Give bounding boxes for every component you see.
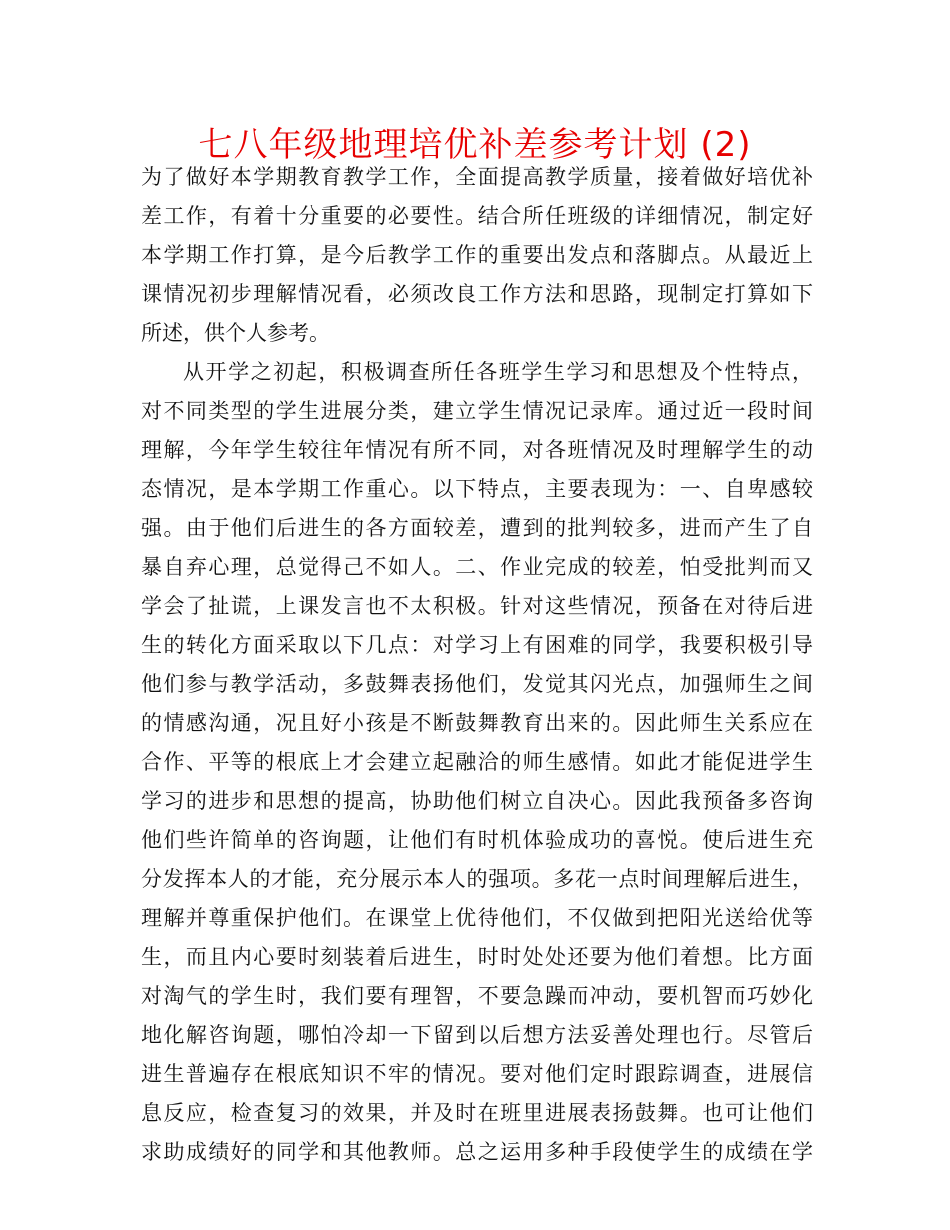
text-line: 生，而且内心要时刻装着后进生，时时处处还要为他们着想。比方面 (141, 945, 813, 969)
text-line: 息反应，检查复习的效果，并及时在班里进展表扬鼓舞。也可让他们 (141, 1101, 813, 1125)
text-line: 本学期工作打算，是今后教学工作的重要出发点和落脚点。从最近上 (141, 243, 813, 267)
text-line: 对淘气的学生时，我们要有理智，不要急躁而冲动，要机智而巧妙化 (141, 984, 813, 1008)
paragraph-2 (141, 353, 813, 1172)
text-line: 他们些许简单的咨询题，让他们有时机体验成功的喜悦。使后进生充 (141, 828, 813, 852)
text-line: 课情况初步理解情况看，必须改良工作方法和思路，现制定打算如下 (141, 282, 813, 306)
document-title: 七八年级地理培优补差参考计划 (2) (198, 125, 752, 165)
text-line: 学会了扯谎，上课发言也不太积极。针对这些情况，预备在对待后进 (141, 594, 813, 618)
text-line: 从开学之初起，积极调查所任各班学生学习和思想及个性特点， (183, 360, 813, 384)
text-line: 进生普遍存在根底知识不牢的情况。要对他们定时跟踪调查，进展信 (141, 1062, 813, 1086)
text-line: 理解并尊重保护他们。在课堂上优待他们，不仅做到把阳光送给优等 (141, 906, 813, 930)
text-line: 强。由于他们后进生的各方面较差，遭到的批判较多，进而产生了自 (141, 516, 813, 540)
text-line: 所述，供个人参考。 (141, 321, 330, 345)
text-line: 对不同类型的学生进展分类，建立学生情况记录库。通过近一段时间 (141, 399, 813, 423)
text-line: 分发挥本人的才能，充分展示本人的强项。多花一点时间理解后进生， (141, 867, 813, 891)
text-line: 为了做好本学期教育教学工作，全面提高教学质量，接着做好培优补 (141, 165, 813, 189)
text-line: 生的转化方面采取以下几点：对学习上有困难的同学，我要积极引导 (141, 633, 813, 657)
text-line: 暴自弃心理，总觉得己不如人。二、作业完成的较差，怕受批判而又 (141, 555, 813, 579)
paragraph-1 (141, 158, 813, 353)
text-line: 的情感沟通，况且好小孩是不断鼓舞教育出来的。因此师生关系应在 (141, 711, 813, 735)
text-line: 求助成绩好的同学和其他教师。总之运用多种手段使学生的成绩在学 (141, 1140, 813, 1164)
text-line: 理解，今年学生较往年情况有所不同，对各班情况及时理解学生的动 (141, 438, 813, 462)
text-line: 学习的进步和思想的提高，协助他们树立自决心。因此我预备多咨询 (141, 789, 813, 813)
text-line: 他们参与教学活动，多鼓舞表扬他们，发觉其闪光点，加强师生之间 (141, 672, 813, 696)
document-body (141, 158, 813, 1172)
text-line: 地化解咨询题，哪怕冷却一下留到以后想方法妥善处理也行。尽管后 (141, 1023, 813, 1047)
text-line: 合作、平等的根底上才会建立起融洽的师生感情。如此才能促进学生 (141, 750, 813, 774)
text-line: 态情况，是本学期工作重心。以下特点，主要表现为：一、自卑感较 (141, 477, 813, 501)
text-line: 差工作，有着十分重要的必要性。结合所任班级的详细情况，制定好 (141, 204, 813, 228)
